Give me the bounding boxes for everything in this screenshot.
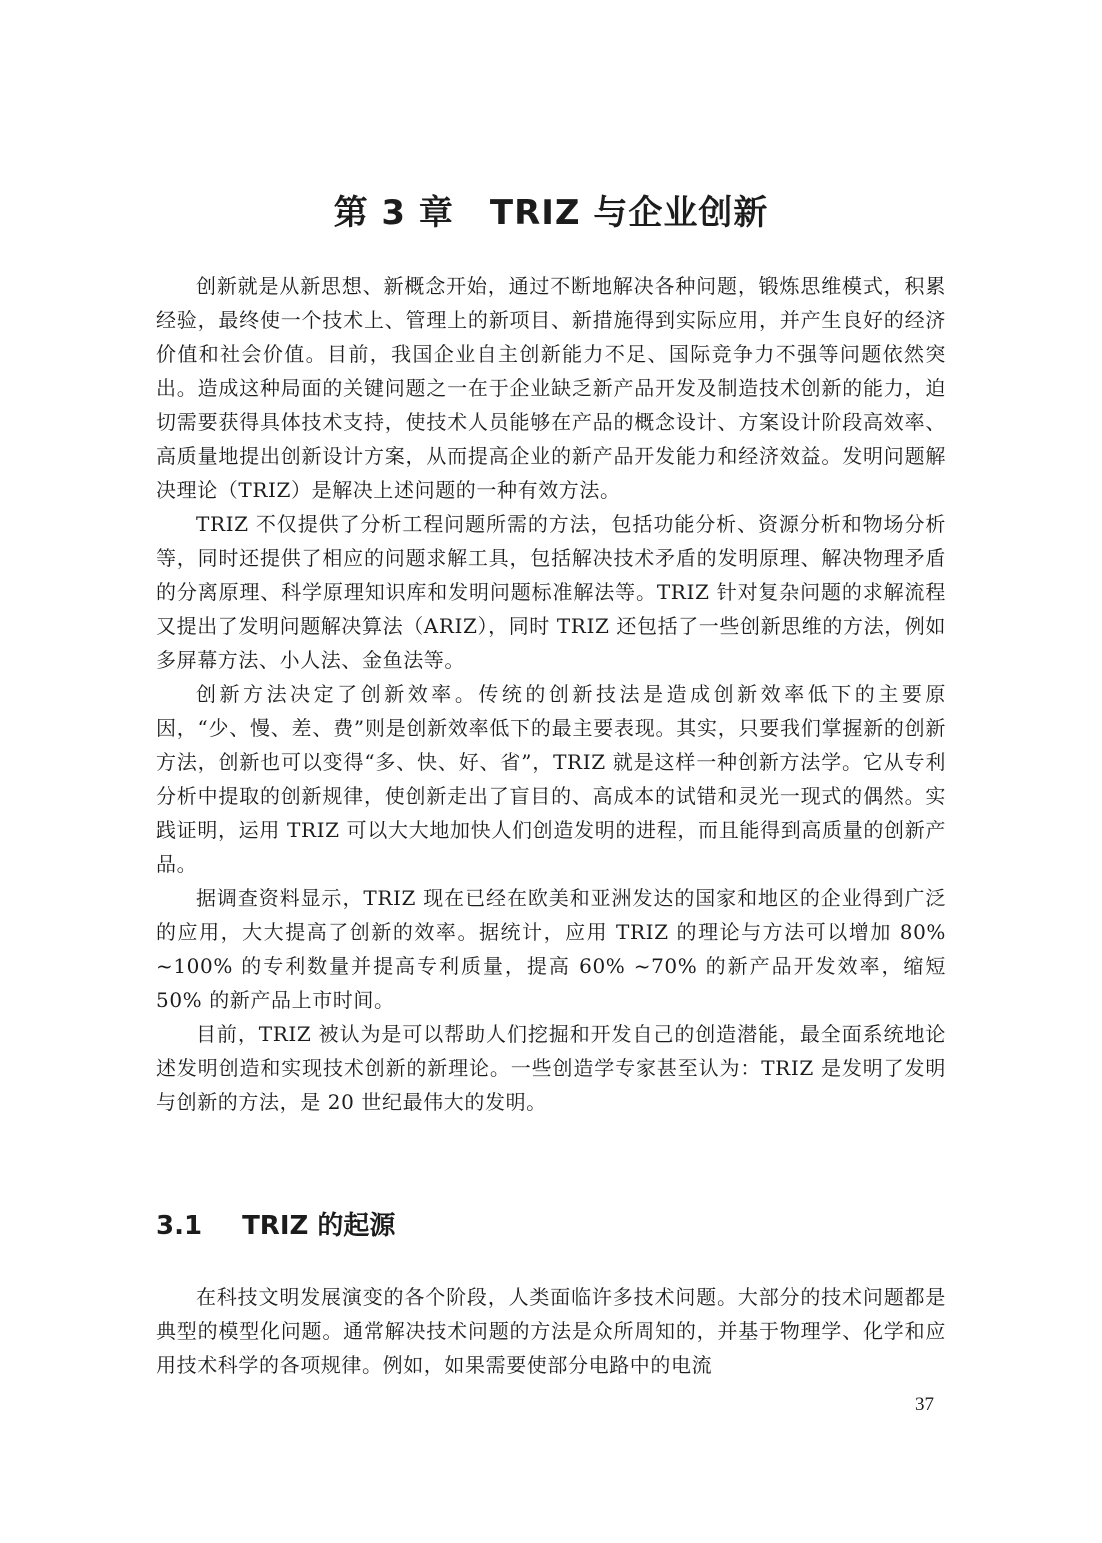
paragraph: 创新方法决定了创新效率。传统的创新技法是造成创新效率低下的主要原因，“少、慢、差、费”则是创新效率低下的最主要表现。其实，只要我们掌握新的创新方法，创新也可以变得“多、快、好、省”，TRIZ 就是这样一种创新方法学。它从专利分析中提取的创新规律，使创新走出了盲目的、高成本的试错和灵光一现式的偶然。实践证明，运用 TRIZ 可以大大地加快人们创造发明的进程，而且能得到高质量的创新产品。	[156, 682, 946, 876]
paragraph: 目前，TRIZ 被认为是可以帮助人们挖掘和开发自己的创造潜能，最全面系统地论述发明创造和实现技术创新的新理论。一些创造学专家甚至认为：TRIZ 是发明了发明与创新的方法，是 20 世纪最伟大的发明。	[156, 1022, 946, 1114]
section-heading	[156, 1206, 395, 1246]
section-number: 3.1	[156, 1211, 203, 1241]
page-number: 37	[915, 1394, 934, 1415]
chapter-title-text: TRIZ 与企业创新	[489, 193, 769, 233]
section-body	[156, 1280, 946, 1382]
paragraph: 创新就是从新思想、新概念开始，通过不断地解决各种问题，锻炼思维模式，积累经验，最终使一个技术上、管理上的新项目、新措施得到实际应用，并产生良好的经济价值和社会价值。目前，我国企业自主创新能力不足、国际竞争力不强等问题依然突出。造成这种局面的关键问题之一在于企业缺乏新产品开发及制造技术创新的能力，迫切需要获得具体技术支持，使技术人员能够在产品的概念设计、方案设计阶段高效率、高质量地提出创新设计方案，从而提高企业的新产品开发能力和经济效益。发明问题解决理论（TRIZ）是解决上述问题的一种有效方法。	[156, 274, 946, 502]
paragraph: 据调查资料显示，TRIZ 现在已经在欧美和亚洲发达的国家和地区的企业得到广泛的应用，大大提高了创新的效率。据统计，应用 TRIZ 的理论与方法可以增加 80% ~100% 的专利数量并提高专利质量，提高 60% ~70% 的新产品开发效率，缩短 50% 的新产品上市时间。	[156, 886, 946, 1012]
chapter-intro	[156, 269, 946, 1119]
chapter-title	[0, 188, 1102, 238]
chapter-number: 第 3 章	[333, 193, 454, 233]
paragraph: TRIZ 不仅提供了分析工程问题所需的方法，包括功能分析、资源分析和物场分析等，同时还提供了相应的问题求解工具，包括解决技术矛盾的发明原理、解决物理矛盾的分离原理、科学原理知识库和发明问题标准解法等。TRIZ 针对复杂问题的求解流程又提出了发明问题解决算法（ARIZ），同时 TRIZ 还包括了一些创新思维的方法，例如多屏幕方法、小人法、金鱼法等。	[156, 512, 947, 672]
section-title-text: TRIZ 的起源	[242, 1211, 396, 1241]
paragraph: 在科技文明发展演变的各个阶段，人类面临许多技术问题。大部分的技术问题都是典型的模型化问题。通常解决技术问题的方法是众所周知的，并基于物理学、化学和应用技术科学的各项规律。例如，如果需要使部分电路中的电流	[156, 1285, 946, 1377]
